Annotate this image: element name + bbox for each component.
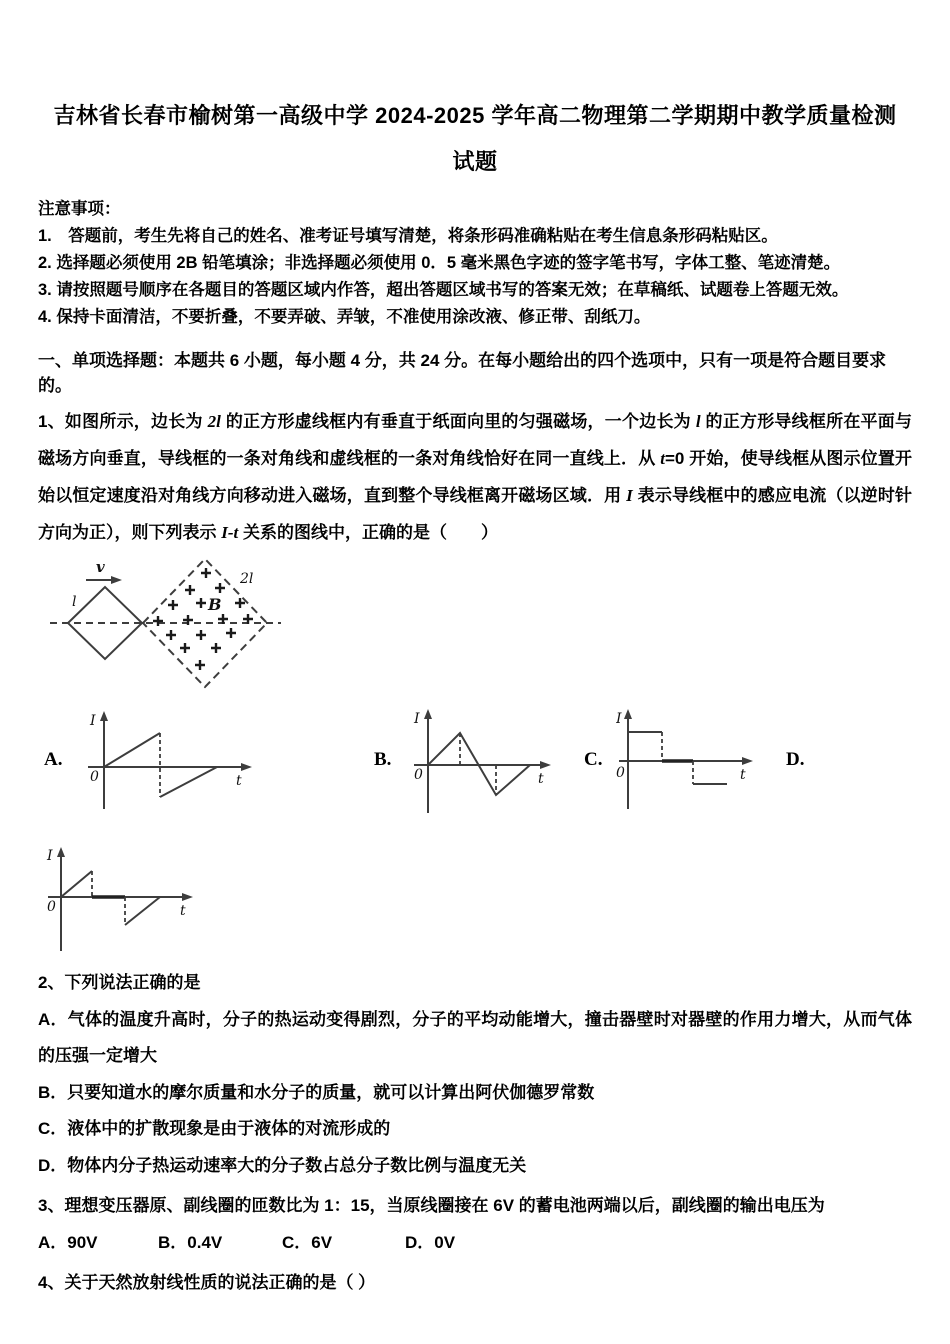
question1-option-d-row xyxy=(38,845,912,961)
graph-c-x-label: t xyxy=(740,767,746,783)
graph-b-origin-label: 0 xyxy=(414,767,423,783)
question3-option-d: D．0V xyxy=(405,1232,456,1252)
question2-stem: 2、下列说法正确的是 xyxy=(38,973,201,992)
field-into-page-symbols xyxy=(153,568,253,670)
exam-title-line2: 试题 xyxy=(452,149,498,174)
question4-stem: 4、关于天然放射线性质的说法正确的是（ ） xyxy=(38,1273,376,1292)
exam-title-line1: 吉林省长春市榆树第一高级中学 2024-2025 学年高二物理第二学期期中教学质量检测 xyxy=(53,103,897,128)
graph-d-origin-label: 0 xyxy=(47,899,56,915)
graph-c-origin-label: 0 xyxy=(616,765,625,781)
question1-stem: 1、如图所示，边长为 2l 的正方形虚线框内有垂直于纸面向里的匀强磁场，一个边长为 l 的正方形导线框所在平面与磁场方向垂直，导线框的一条对角线和虚线框的一条对角线恰好在同一直线上．从 t=0 开始，使导线框从图示位置开始以恒定速度沿对角线方向移动进入磁场，直到整个导线框离开磁场区域．用 I 表示导线框中的感应电流（以逆时针方向为正），则下列表示 I-t 关系的图线中，正确的是（ ） xyxy=(38,412,912,542)
graph-c-y-label: I xyxy=(616,711,622,727)
notices-section xyxy=(38,196,912,331)
graph-d-y-label: I xyxy=(47,848,53,864)
question3 xyxy=(38,1188,912,1261)
section1-header: 一、单项选择题：本题共 6 小题，每小题 4 分，共 24 分。在每小题给出的四个选项中，只有一项是符合题目要求的。 xyxy=(38,351,887,395)
velocity-arrowhead xyxy=(111,576,122,584)
graph-a xyxy=(82,709,262,817)
field-side-label: 2l xyxy=(240,571,254,587)
notices-heading: 注意事项： xyxy=(38,200,121,218)
question3-stem: 3、理想变压器原、副线圈的匝数比为 1：15，当原线圈接在 6V 的蓄电池两端以后，副线圈的输出电压为 xyxy=(38,1196,825,1215)
question2-option-c: C．液体中的扩散现象是由于液体的对流形成的 xyxy=(38,1119,391,1138)
notice-item-1: 1. 答题前，考生先将自己的姓名、准考证号填写清楚，将条形码准确粘贴在考生信息条形码粘贴区。 xyxy=(38,227,778,245)
question2 xyxy=(38,965,912,1184)
question3-option-b: B．0.4V xyxy=(158,1232,223,1252)
loop-side-label: l xyxy=(72,594,77,610)
graph-a-y-label: I xyxy=(90,713,96,729)
option-d-letter: D. xyxy=(786,749,805,770)
graph-d xyxy=(44,845,212,957)
graph-b-x-label: t xyxy=(538,771,544,787)
field-diagram xyxy=(44,553,294,701)
graph-c xyxy=(616,707,758,819)
notice-item-2: 2. 选择题必须使用 2B 铅笔填涂；非选择题必须使用 0．5 毫米黑色字迹的签字笔书写，字体工整、笔迹清楚。 xyxy=(38,254,841,272)
question3-option-c: C．6V xyxy=(282,1232,333,1252)
field-b-label: B xyxy=(208,595,222,614)
graph-b xyxy=(408,707,560,819)
question2-option-a: A．气体的温度升高时，分子的热运动变得剧烈，分子的平均动能增大，撞击器壁时对器壁的作用力增大，从而气体的压强一定增大 xyxy=(38,1009,912,1065)
question3-option-a: A．90V xyxy=(38,1232,98,1252)
option-b-letter: B. xyxy=(374,749,392,770)
option-a-letter: A. xyxy=(44,749,63,770)
option-c-letter: C. xyxy=(584,749,603,770)
graph-b-y-label: I xyxy=(414,711,420,727)
notice-item-4: 4. 保持卡面清洁，不要折叠，不要弄破、弄皱，不准使用涂改液、修正带、刮纸刀。 xyxy=(38,308,651,326)
question4 xyxy=(38,1265,912,1302)
question2-option-d: D．物体内分子热运动速率大的分子数占总分子数比例与温度无关 xyxy=(38,1155,527,1175)
velocity-label: v xyxy=(96,558,105,576)
graph-d-x-label: t xyxy=(180,903,186,919)
question1-figure xyxy=(38,553,912,703)
question1-options-row xyxy=(38,707,912,819)
graph-a-origin-label: 0 xyxy=(90,769,99,785)
question2-option-b: B．只要知道水的摩尔质量和水分子的质量，就可以计算出阿伏伽德罗常数 xyxy=(38,1082,595,1102)
notice-item-3: 3. 请按照题号顺序在各题目的答题区域内作答，超出答题区域书写的答案无效；在草稿纸、试题卷上答题无效。 xyxy=(38,281,849,299)
graph-a-x-label: t xyxy=(236,773,242,789)
question3-options-row xyxy=(38,1225,912,1262)
